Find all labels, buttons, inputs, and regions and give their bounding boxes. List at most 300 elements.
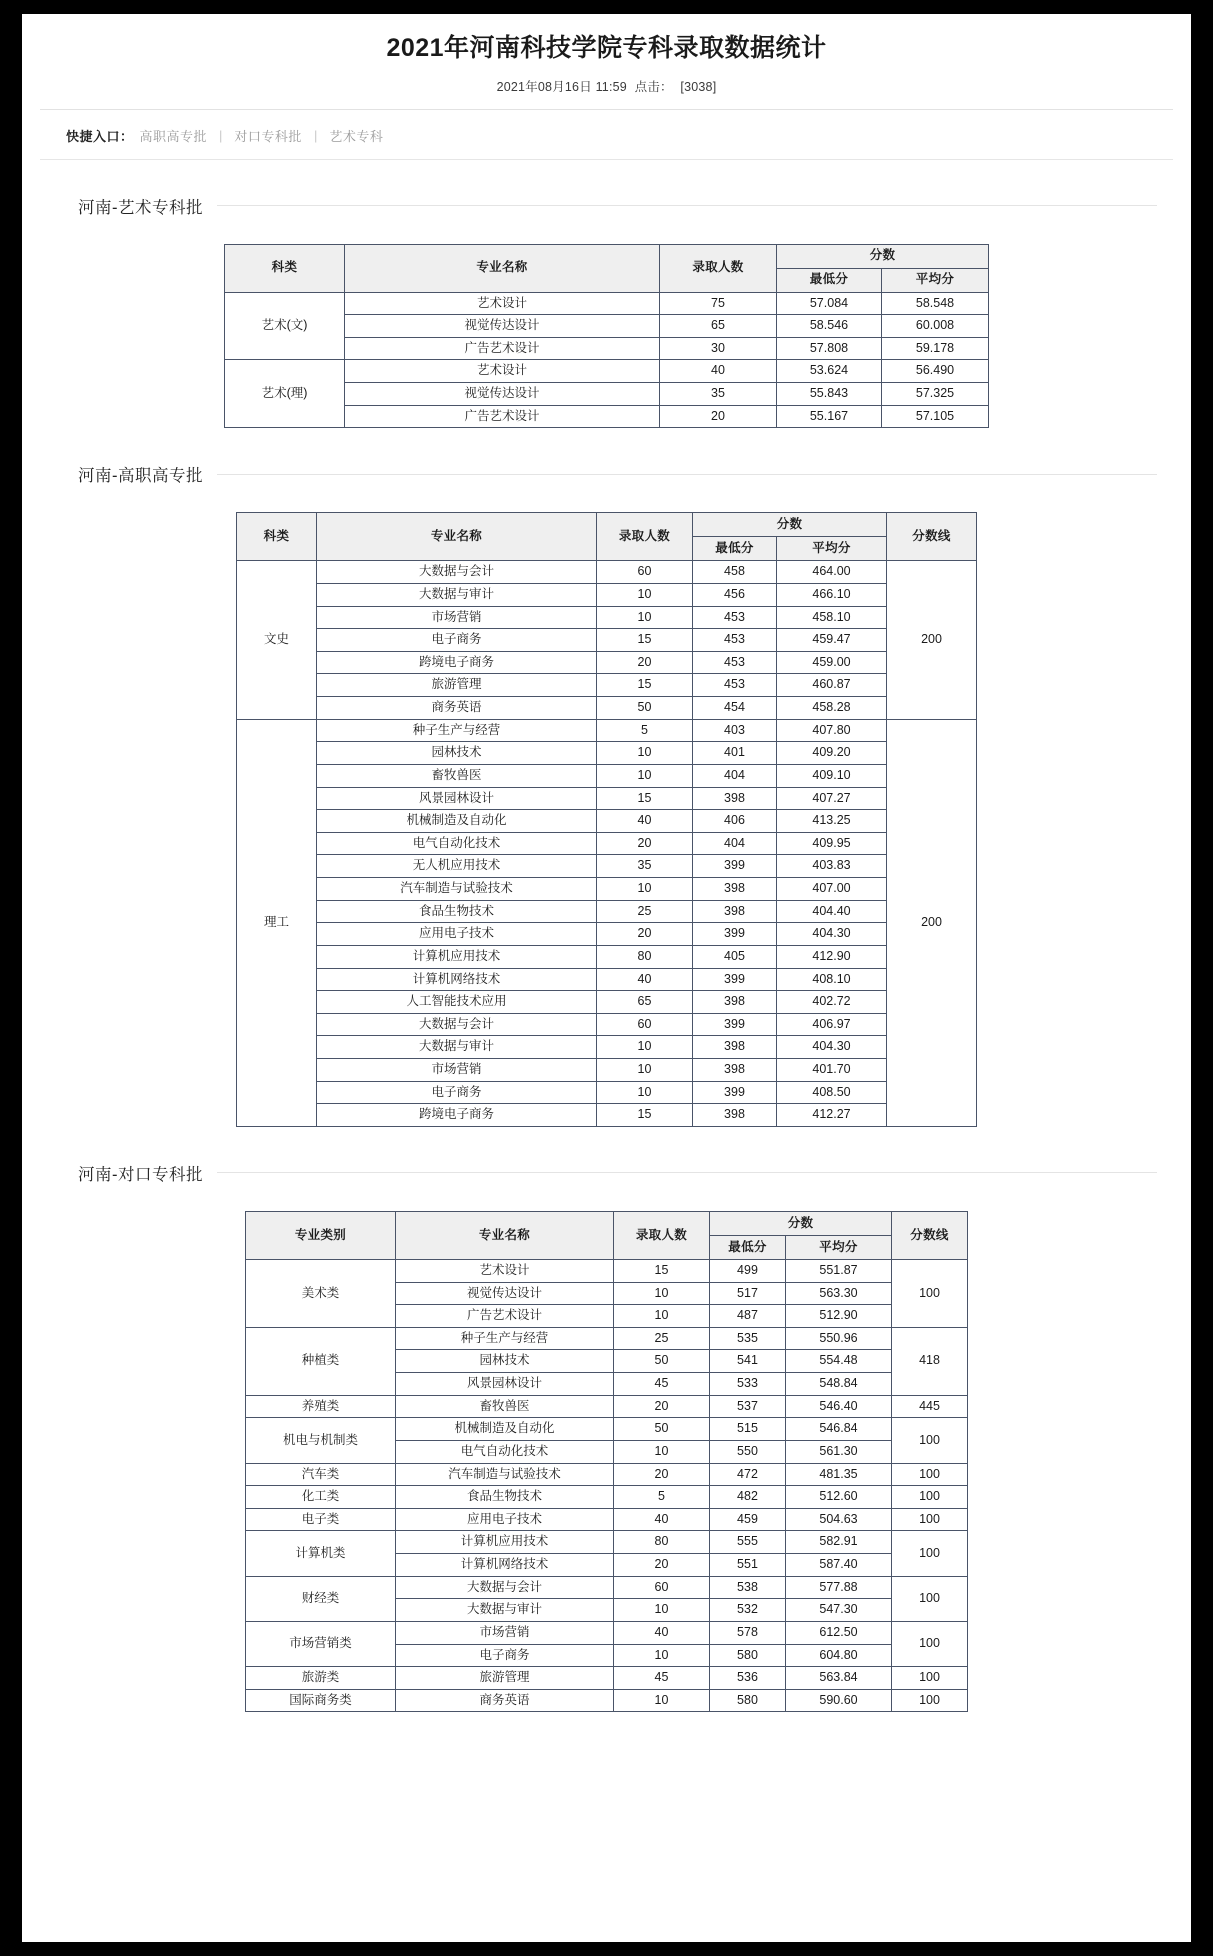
cell-major: 风景园林设计 (395, 1373, 613, 1396)
table-row (236, 651, 976, 674)
quick-link-separator-1: | (219, 127, 223, 143)
section-title: 河南-对口专科批 (78, 1165, 203, 1184)
cell-avg-score: 464.00 (776, 561, 886, 584)
cell-major: 跨境电子商务 (316, 1104, 596, 1127)
cell-major: 跨境电子商务 (316, 651, 596, 674)
cell-count: 10 (613, 1282, 709, 1305)
cell-count: 20 (613, 1554, 709, 1577)
cell-min-score: 555 (709, 1531, 785, 1554)
cell-major: 旅游管理 (395, 1667, 613, 1690)
header-row-1 (245, 1211, 967, 1235)
cell-min-score: 499 (709, 1259, 785, 1282)
group-category-cell: 化工类 (245, 1486, 395, 1509)
cell-count: 25 (596, 900, 692, 923)
table-row (236, 674, 976, 697)
col-header-category: 专业类别 (245, 1211, 395, 1259)
cell-min-score: 403 (692, 719, 776, 742)
cell-count: 15 (596, 629, 692, 652)
cell-major: 视觉传达设计 (344, 383, 659, 406)
col-header-score-group: 分数 (776, 244, 988, 268)
cell-min-score: 456 (692, 583, 776, 606)
cell-cutoff: 100 (892, 1667, 968, 1690)
table-row (236, 900, 976, 923)
cell-avg-score: 413.25 (776, 810, 886, 833)
cell-count: 40 (596, 968, 692, 991)
quick-links-label: 快捷入口： (66, 128, 134, 144)
cell-count: 60 (596, 561, 692, 584)
table-row (236, 583, 976, 606)
table-row (245, 1576, 967, 1599)
table-row (245, 1486, 967, 1509)
cell-major: 种子生产与经营 (395, 1327, 613, 1350)
quick-links-bar (40, 110, 1173, 160)
section-divider (217, 205, 1157, 206)
table-row (245, 1621, 967, 1644)
document-content (22, 14, 1191, 1712)
col-header-avg-score: 平均分 (785, 1235, 891, 1259)
cell-min-score: 55.167 (776, 405, 881, 428)
col-header-cutoff: 分数线 (892, 1211, 968, 1259)
cell-min-score: 472 (709, 1463, 785, 1486)
table-row (236, 606, 976, 629)
cell-avg-score: 403.83 (776, 855, 886, 878)
cell-min-score: 53.624 (776, 360, 881, 383)
section-header (40, 1161, 1173, 1185)
cell-avg-score: 459.00 (776, 651, 886, 674)
table-row (245, 1327, 967, 1350)
cell-min-score: 453 (692, 606, 776, 629)
section-vocational (40, 428, 1173, 1127)
cell-min-score: 482 (709, 1486, 785, 1509)
cell-major: 市场营销 (395, 1621, 613, 1644)
cell-count: 40 (613, 1621, 709, 1644)
cell-count: 20 (596, 923, 692, 946)
cell-count: 5 (613, 1486, 709, 1509)
cell-min-score: 453 (692, 651, 776, 674)
cell-min-score: 401 (692, 742, 776, 765)
cell-major: 广告艺术设计 (344, 405, 659, 428)
cell-avg-score: 409.95 (776, 832, 886, 855)
cell-min-score: 458 (692, 561, 776, 584)
header-row-1 (224, 244, 988, 268)
cell-cutoff: 100 (892, 1259, 968, 1327)
cell-avg-score: 504.63 (785, 1508, 891, 1531)
cell-count: 10 (596, 764, 692, 787)
table-wrapper (40, 512, 1173, 1127)
cell-major: 大数据与审计 (395, 1599, 613, 1622)
cell-cutoff: 100 (892, 1418, 968, 1463)
cell-count: 10 (613, 1440, 709, 1463)
cell-avg-score: 404.40 (776, 900, 886, 923)
cell-major: 电子商务 (316, 1081, 596, 1104)
cell-count: 20 (659, 405, 776, 428)
quick-link-art[interactable]: 艺术专科 (329, 128, 384, 144)
cell-count: 5 (596, 719, 692, 742)
cell-major: 艺术设计 (344, 292, 659, 315)
cell-avg-score: 459.47 (776, 629, 886, 652)
cell-count: 10 (613, 1689, 709, 1712)
cell-major: 电子商务 (395, 1644, 613, 1667)
cell-count: 10 (613, 1599, 709, 1622)
cell-min-score: 515 (709, 1418, 785, 1441)
cell-min-score: 404 (692, 764, 776, 787)
cell-count: 15 (613, 1259, 709, 1282)
cell-avg-score: 407.27 (776, 787, 886, 810)
cell-avg-score: 407.00 (776, 878, 886, 901)
table-row (236, 923, 976, 946)
cell-major: 畜牧兽医 (316, 764, 596, 787)
sections-host (40, 160, 1173, 1713)
cell-avg-score: 412.90 (776, 945, 886, 968)
col-header-category: 科类 (236, 513, 316, 561)
table-row (245, 1418, 967, 1441)
page-title: 2021年河南科技学院专科录取数据统计 (386, 34, 827, 62)
cell-major: 机械制造及自动化 (395, 1418, 613, 1441)
cell-min-score: 453 (692, 629, 776, 652)
cell-cutoff: 100 (892, 1486, 968, 1509)
cell-count: 50 (596, 697, 692, 720)
document-sheet (22, 14, 1191, 1942)
section-title: 河南-艺术专科批 (78, 198, 203, 217)
cell-min-score: 551 (709, 1554, 785, 1577)
cell-avg-score: 58.548 (881, 292, 988, 315)
cell-min-score: 533 (709, 1373, 785, 1396)
table-row (245, 1531, 967, 1554)
table-row (236, 1081, 976, 1104)
cell-cutoff: 100 (892, 1508, 968, 1531)
cell-min-score: 399 (692, 968, 776, 991)
cell-min-score: 580 (709, 1689, 785, 1712)
cell-major: 园林技术 (395, 1350, 613, 1373)
cell-cutoff: 100 (892, 1689, 968, 1712)
cell-major: 人工智能技术应用 (316, 991, 596, 1014)
table-row (236, 719, 976, 742)
document-header (40, 14, 1173, 110)
col-header-score-group: 分数 (692, 513, 886, 537)
col-header-score-group: 分数 (709, 1211, 891, 1235)
group-category-cell: 养殖类 (245, 1395, 395, 1418)
table-row (245, 1667, 967, 1690)
col-header-min-score: 最低分 (692, 537, 776, 561)
cell-count: 40 (659, 360, 776, 383)
group-category-cell: 机电与机制类 (245, 1418, 395, 1463)
cell-count: 15 (596, 1104, 692, 1127)
cell-avg-score: 561.30 (785, 1440, 891, 1463)
cell-avg-score: 582.91 (785, 1531, 891, 1554)
hits-value: [3038] (680, 79, 717, 94)
cell-min-score: 541 (709, 1350, 785, 1373)
table-row (245, 1395, 967, 1418)
group-category-cell: 汽车类 (245, 1463, 395, 1486)
header-row-1 (236, 513, 976, 537)
cell-count: 10 (596, 742, 692, 765)
table-row (236, 1104, 976, 1127)
cell-min-score: 454 (692, 697, 776, 720)
table-row (224, 360, 988, 383)
cell-avg-score: 458.28 (776, 697, 886, 720)
cell-count: 35 (596, 855, 692, 878)
cell-major: 商务英语 (395, 1689, 613, 1712)
cell-min-score: 398 (692, 787, 776, 810)
quick-link-separator-2: | (313, 127, 318, 143)
group-category-cell: 国际商务类 (245, 1689, 395, 1712)
cell-count: 10 (596, 1059, 692, 1082)
table-row (236, 1059, 976, 1082)
table-row (236, 832, 976, 855)
cell-count: 30 (659, 337, 776, 360)
cell-count: 80 (613, 1531, 709, 1554)
cell-avg-score: 563.30 (785, 1282, 891, 1305)
cell-major: 商务英语 (316, 697, 596, 720)
cell-cutoff: 418 (892, 1327, 968, 1395)
cell-avg-score: 466.10 (776, 583, 886, 606)
cell-avg-score: 409.10 (776, 764, 886, 787)
table-row (236, 629, 976, 652)
col-header-major: 专业名称 (344, 244, 659, 292)
cell-avg-score: 612.50 (785, 1621, 891, 1644)
table-row (245, 1259, 967, 1282)
table-counterpart (245, 1211, 968, 1713)
cell-avg-score: 577.88 (785, 1576, 891, 1599)
cell-major: 无人机应用技术 (316, 855, 596, 878)
section-header (40, 462, 1173, 486)
cell-avg-score: 512.90 (785, 1305, 891, 1328)
group-category-cell: 旅游类 (245, 1667, 395, 1690)
cell-major: 计算机应用技术 (316, 945, 596, 968)
cell-min-score: 398 (692, 1036, 776, 1059)
cell-min-score: 532 (709, 1599, 785, 1622)
col-header-major: 专业名称 (316, 513, 596, 561)
cell-min-score: 58.546 (776, 315, 881, 338)
cell-count: 10 (596, 1081, 692, 1104)
cell-min-score: 399 (692, 855, 776, 878)
col-header-count: 录取人数 (596, 513, 692, 561)
cell-cutoff: 200 (887, 561, 977, 719)
cell-major: 应用电子技术 (316, 923, 596, 946)
cell-avg-score: 604.80 (785, 1644, 891, 1667)
cell-min-score: 537 (709, 1395, 785, 1418)
cell-min-score: 398 (692, 991, 776, 1014)
table-row (236, 968, 976, 991)
cell-major: 电子商务 (316, 629, 596, 652)
cell-major: 电气自动化技术 (316, 832, 596, 855)
cell-major: 大数据与会计 (395, 1576, 613, 1599)
cell-count: 20 (596, 651, 692, 674)
cell-avg-score: 548.84 (785, 1373, 891, 1396)
section-art (40, 160, 1173, 429)
cell-count: 10 (596, 583, 692, 606)
cell-count: 45 (613, 1667, 709, 1690)
cell-min-score: 405 (692, 945, 776, 968)
table-head (245, 1211, 967, 1259)
cell-avg-score: 412.27 (776, 1104, 886, 1127)
cell-major: 园林技术 (316, 742, 596, 765)
cell-avg-score: 56.490 (881, 360, 988, 383)
cell-count: 25 (613, 1327, 709, 1350)
cell-min-score: 487 (709, 1305, 785, 1328)
cell-avg-score: 59.178 (881, 337, 988, 360)
cell-cutoff: 200 (887, 719, 977, 1126)
cell-min-score: 550 (709, 1440, 785, 1463)
table-body (245, 1259, 967, 1712)
cell-min-score: 398 (692, 878, 776, 901)
cell-major: 大数据与会计 (316, 1013, 596, 1036)
cell-count: 15 (596, 674, 692, 697)
group-category-cell: 财经类 (245, 1576, 395, 1621)
cell-min-score: 399 (692, 1081, 776, 1104)
table-vocational (236, 512, 977, 1127)
cell-count: 60 (613, 1576, 709, 1599)
cell-avg-score: 401.70 (776, 1059, 886, 1082)
cell-major: 广告艺术设计 (344, 337, 659, 360)
frame-edge-left (0, 0, 22, 1956)
cell-avg-score: 458.10 (776, 606, 886, 629)
section-header (40, 194, 1173, 218)
document-meta (40, 77, 1173, 95)
cell-min-score: 453 (692, 674, 776, 697)
cell-count: 50 (613, 1350, 709, 1373)
cell-min-score: 398 (692, 900, 776, 923)
cell-min-score: 536 (709, 1667, 785, 1690)
table-row (236, 810, 976, 833)
cell-major: 食品生物技术 (395, 1486, 613, 1509)
cell-cutoff: 445 (892, 1395, 968, 1418)
cell-min-score: 57.084 (776, 292, 881, 315)
cell-count: 35 (659, 383, 776, 406)
cell-avg-score: 408.10 (776, 968, 886, 991)
col-header-count: 录取人数 (659, 244, 776, 292)
group-category-cell: 文史 (236, 561, 316, 719)
group-category-cell: 电子类 (245, 1508, 395, 1531)
hits-label: 点击： (634, 79, 673, 94)
cell-avg-score: 512.60 (785, 1486, 891, 1509)
table-art (224, 244, 989, 429)
cell-count: 20 (613, 1463, 709, 1486)
cell-avg-score: 460.87 (776, 674, 886, 697)
cell-count: 40 (596, 810, 692, 833)
cell-count: 20 (613, 1395, 709, 1418)
cell-avg-score: 551.87 (785, 1259, 891, 1282)
cell-major: 机械制造及自动化 (316, 810, 596, 833)
table-row (245, 1463, 967, 1486)
group-category-cell: 理工 (236, 719, 316, 1126)
table-row (245, 1689, 967, 1712)
cell-count: 10 (613, 1644, 709, 1667)
group-category-cell: 市场营销类 (245, 1621, 395, 1666)
cell-count: 20 (596, 832, 692, 855)
cell-min-score: 57.808 (776, 337, 881, 360)
frame-edge-right (1191, 0, 1213, 1956)
cell-count: 65 (659, 315, 776, 338)
cell-avg-score: 57.325 (881, 383, 988, 406)
cell-avg-score: 408.50 (776, 1081, 886, 1104)
cell-count: 10 (596, 606, 692, 629)
table-body (224, 292, 988, 428)
col-header-count: 录取人数 (613, 1211, 709, 1259)
cell-avg-score: 406.97 (776, 1013, 886, 1036)
cell-avg-score: 404.30 (776, 1036, 886, 1059)
cell-major: 计算机网络技术 (395, 1554, 613, 1577)
col-header-avg-score: 平均分 (881, 268, 988, 292)
section-title: 河南-高职高专批 (78, 467, 203, 486)
cell-major: 汽车制造与试验技术 (395, 1463, 613, 1486)
table-row (236, 855, 976, 878)
cell-count: 50 (613, 1418, 709, 1441)
col-header-min-score: 最低分 (776, 268, 881, 292)
cell-major: 应用电子技术 (395, 1508, 613, 1531)
cell-cutoff: 100 (892, 1576, 968, 1621)
cell-major: 计算机应用技术 (395, 1531, 613, 1554)
cell-avg-score: 404.30 (776, 923, 886, 946)
cell-min-score: 538 (709, 1576, 785, 1599)
cell-count: 15 (596, 787, 692, 810)
cell-major: 市场营销 (316, 606, 596, 629)
cell-min-score: 580 (709, 1644, 785, 1667)
section-counterpart (40, 1127, 1173, 1713)
cell-major: 广告艺术设计 (395, 1305, 613, 1328)
cell-major: 畜牧兽医 (395, 1395, 613, 1418)
cell-min-score: 399 (692, 1013, 776, 1036)
cell-count: 10 (613, 1305, 709, 1328)
cell-count: 10 (596, 878, 692, 901)
cell-avg-score: 546.40 (785, 1395, 891, 1418)
cell-avg-score: 409.20 (776, 742, 886, 765)
table-row (236, 945, 976, 968)
table-row (236, 787, 976, 810)
cell-avg-score: 407.80 (776, 719, 886, 742)
cell-avg-score: 587.40 (785, 1554, 891, 1577)
cell-avg-score: 590.60 (785, 1689, 891, 1712)
cell-avg-score: 60.008 (881, 315, 988, 338)
col-header-major: 专业名称 (395, 1211, 613, 1259)
section-divider (217, 474, 1157, 475)
table-row (236, 991, 976, 1014)
table-row (236, 742, 976, 765)
cell-min-score: 517 (709, 1282, 785, 1305)
col-header-avg-score: 平均分 (776, 537, 886, 561)
group-category-cell: 计算机类 (245, 1531, 395, 1576)
group-category-cell: 种植类 (245, 1327, 395, 1395)
cell-min-score: 398 (692, 1059, 776, 1082)
table-row (236, 764, 976, 787)
col-header-category: 科类 (224, 244, 344, 292)
group-category-cell: 美术类 (245, 1259, 395, 1327)
cell-major: 视觉传达设计 (395, 1282, 613, 1305)
cell-min-score: 406 (692, 810, 776, 833)
cell-count: 80 (596, 945, 692, 968)
cell-min-score: 459 (709, 1508, 785, 1531)
cell-major: 汽车制造与试验技术 (316, 878, 596, 901)
table-row (245, 1508, 967, 1531)
section-divider (217, 1172, 1157, 1173)
table-wrapper (40, 244, 1173, 429)
quick-link-vocational[interactable]: 高职高专批 (139, 128, 208, 144)
cell-avg-score: 554.48 (785, 1350, 891, 1373)
cell-min-score: 399 (692, 923, 776, 946)
cell-cutoff: 100 (892, 1621, 968, 1666)
quick-link-counterpart[interactable]: 对口专科批 (234, 128, 302, 144)
cell-major: 计算机网络技术 (316, 968, 596, 991)
cell-count: 65 (596, 991, 692, 1014)
cell-major: 大数据与审计 (316, 583, 596, 606)
publish-date: 2021年08月16日 11:59 (496, 79, 627, 94)
col-header-cutoff: 分数线 (887, 513, 977, 561)
cell-major: 食品生物技术 (316, 900, 596, 923)
cell-min-score: 398 (692, 1104, 776, 1127)
frame-edge-top (0, 0, 1213, 14)
cell-major: 艺术设计 (395, 1259, 613, 1282)
cell-cutoff: 100 (892, 1463, 968, 1486)
